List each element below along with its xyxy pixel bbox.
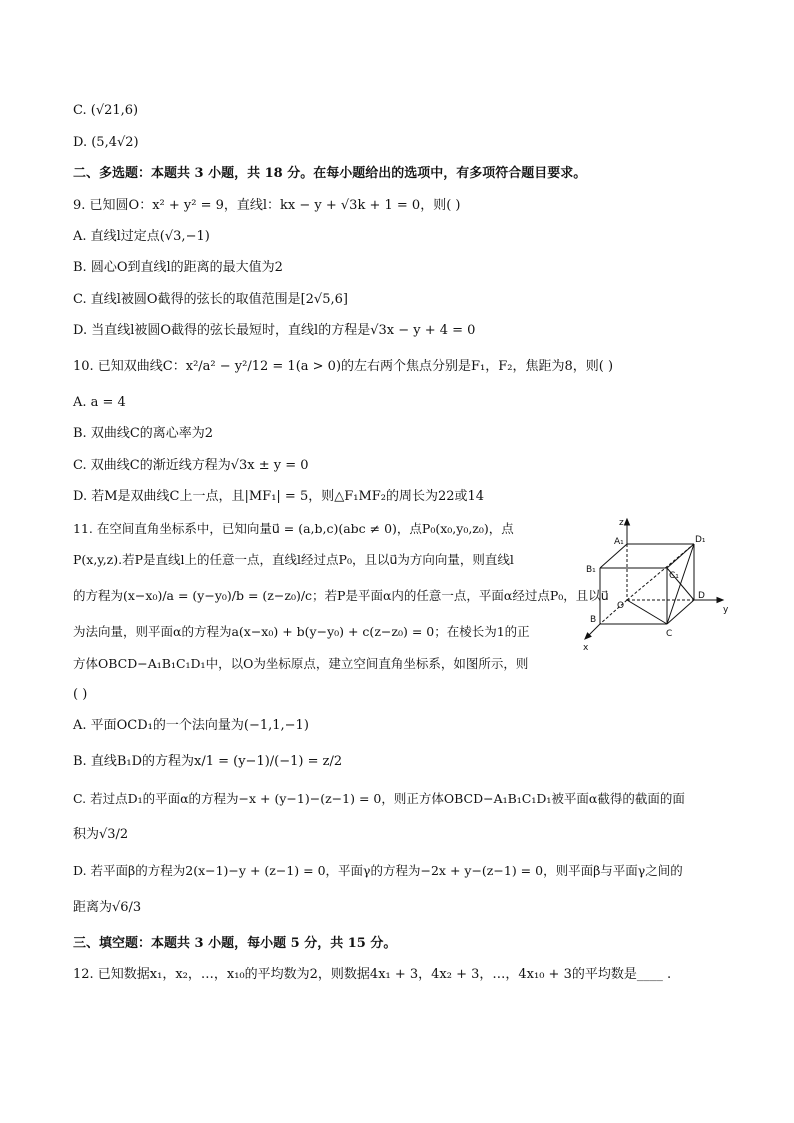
cube-diagram <box>582 516 732 656</box>
question-11-option-b: B. 直线B₁D的方程为x/1 = (y−1)/(−1) = z/2 <box>73 754 343 769</box>
y-axis-arrow <box>717 598 723 603</box>
question-10-option-d: D. 若M是双曲线C上一点，且|MF₁| = 5，则△F₁MF₂的周长为22或14 <box>73 489 485 504</box>
cube-coordinate-figure <box>582 516 732 656</box>
option-c-q8: C. (√21,6) <box>73 103 139 118</box>
label-b: B <box>590 615 597 625</box>
question-9-option-d: D. 当直线l被圆O截得的弦长最短时，直线l的方程是√3x − y + 4 = 0 <box>73 323 476 338</box>
section-heading-multi-choice: 二、多选题：本题共 3 小题，共 18 分。在每小题给出的选项中，有多项符合题目要求。 <box>73 166 587 181</box>
label-b1: B₁ <box>586 565 596 575</box>
question-9-stem: 9. 已知圆O：x² + y² = 9，直线l：kx − y + √3k + 1 = 0，则( ) <box>73 198 461 213</box>
question-10-option-c: C. 双曲线C的渐近线方程为√3x ± y = 0 <box>73 458 309 473</box>
question-10-stem: 10. 已知双曲线C：x²/a² − y²/12 = 1(a > 0)的左右两个焦点分别是F₁，F₂，焦距为8，则( ) <box>73 359 614 374</box>
question-11-stem-line-5: 方体OBCD−A₁B₁C₁D₁中，以O为坐标原点，建立空间直角坐标系，如图所示，则 <box>73 656 529 671</box>
question-11-option-a: A. 平面OCD₁的一个法向量为(−1,1,−1) <box>73 718 309 733</box>
question-11-paren: ( ) <box>73 687 88 702</box>
section-heading-fill-blank: 三、填空题：本题共 3 小题，每小题 5 分，共 15 分。 <box>73 936 397 951</box>
label-d: D <box>698 591 705 601</box>
question-11-stem-line-3: 的方程为(x−x₀)/a = (y−y₀)/b = (z−z₀)/c；若P是平面α内的任意一点，平面α经过点P₀，且以u⃗ <box>73 588 609 603</box>
question-11-option-d-line-1: D. 若平面β的方程为2(x−1)−y + (z−1) = 0，平面γ的方程为−2x + y−(z−1) = 0，则平面β与平面γ之间的 <box>73 863 683 878</box>
label-a1: A₁ <box>614 537 624 547</box>
question-12-stem: 12. 已知数据x₁，x₂，…，x₁₀的平均数为2，则数据4x₁ + 3，4x₂ + 3，…，4x₁₀ + 3的平均数是____ . <box>73 967 672 982</box>
edge-a1-b1 <box>600 544 627 568</box>
label-c: C <box>666 629 673 639</box>
label-c1: C₁ <box>669 571 679 581</box>
question-10-option-b: B. 双曲线C的离心率为2 <box>73 426 214 441</box>
label-x: x <box>583 643 589 653</box>
label-d1: D₁ <box>695 535 706 545</box>
label-o: O <box>617 601 625 611</box>
question-11-stem-line-4: 为法向量，则平面α的方程为a(x−x₀) + b(y−y₀) + c(z−z₀) = 0；在棱长为1的正 <box>73 624 530 639</box>
question-9-option-c: C. 直线l被圆O截得的弦长的取值范围是[2√5,6] <box>73 292 348 307</box>
label-y: y <box>723 605 729 615</box>
question-11-option-c-line-2: 积为√3/2 <box>73 827 129 842</box>
question-11-option-d-line-2: 距离为√6/3 <box>73 900 142 915</box>
question-11-option-c-line-1: C. 若过点D₁的平面α的方程为−x + (y−1)−(z−1) = 0，则正方体OBCD−A₁B₁C₁D₁被平面α截得的截面的面 <box>73 791 685 806</box>
question-9-option-a: A. 直线l过定点(√3,−1) <box>73 229 210 244</box>
z-axis-arrow <box>625 519 630 525</box>
question-11-stem-line-2: P(x,y,z).若P是直线l上的任意一点，直线l经过点P₀，且以u⃗为方向向量，则直线l <box>73 552 514 567</box>
option-d-q8: D. (5,4√2) <box>73 135 139 150</box>
question-9-option-b: B. 圆心O到直线l的距离的最大值为2 <box>73 260 283 275</box>
diagonal-o-c <box>627 600 667 624</box>
label-z: z <box>619 518 624 528</box>
question-11-stem-line-1: 11. 在空间直角坐标系中，已知向量u⃗ = (a,b,c)(abc ≠ 0)，点P₀(x₀,y₀,z₀)，点 <box>73 521 514 536</box>
question-10-option-a: A. a = 4 <box>73 395 126 410</box>
